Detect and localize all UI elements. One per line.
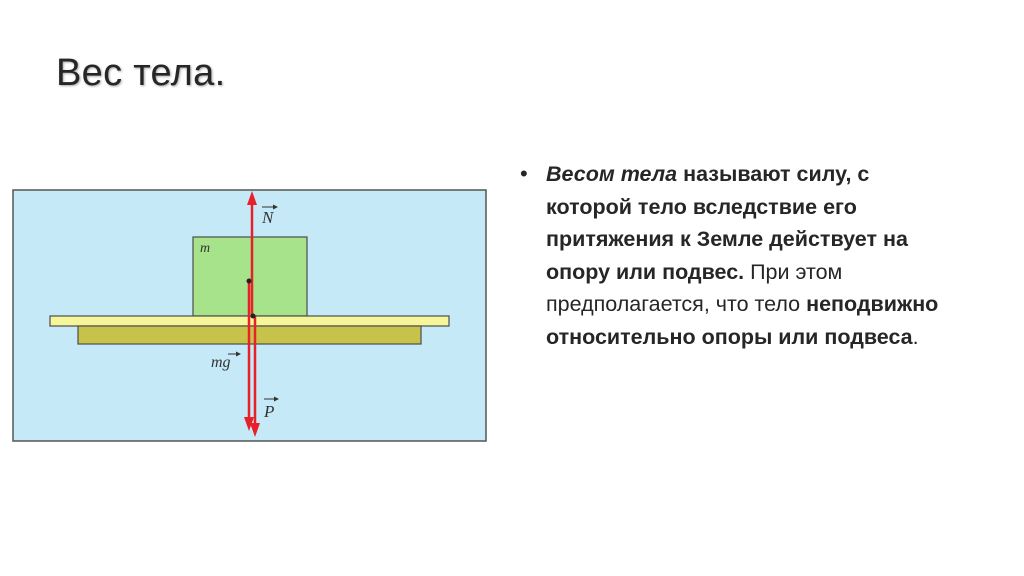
weight-diagram xyxy=(12,189,487,442)
label-P: P xyxy=(264,402,275,421)
definition-end: . xyxy=(912,324,919,349)
label-mg: mg xyxy=(211,354,231,371)
definition-text xyxy=(520,158,960,353)
center-of-mass-point xyxy=(247,279,252,284)
label-m: m xyxy=(200,241,211,256)
term-body-weight: Весом тела xyxy=(546,162,678,186)
label-N: N xyxy=(262,208,274,227)
contact-point xyxy=(251,314,256,319)
definition-paragraph xyxy=(546,158,960,353)
page-title: Вес тела. xyxy=(56,52,226,94)
definition-part1: называют силу, с которой тело вследствие его притяжения к Земле действует на опору или подвес. xyxy=(546,162,908,284)
definition-part2: При этом предполагается, что тело xyxy=(546,259,843,316)
bullet: • xyxy=(520,161,528,186)
definition-part3: неподвижно относительно опоры или подвеса xyxy=(546,292,939,349)
